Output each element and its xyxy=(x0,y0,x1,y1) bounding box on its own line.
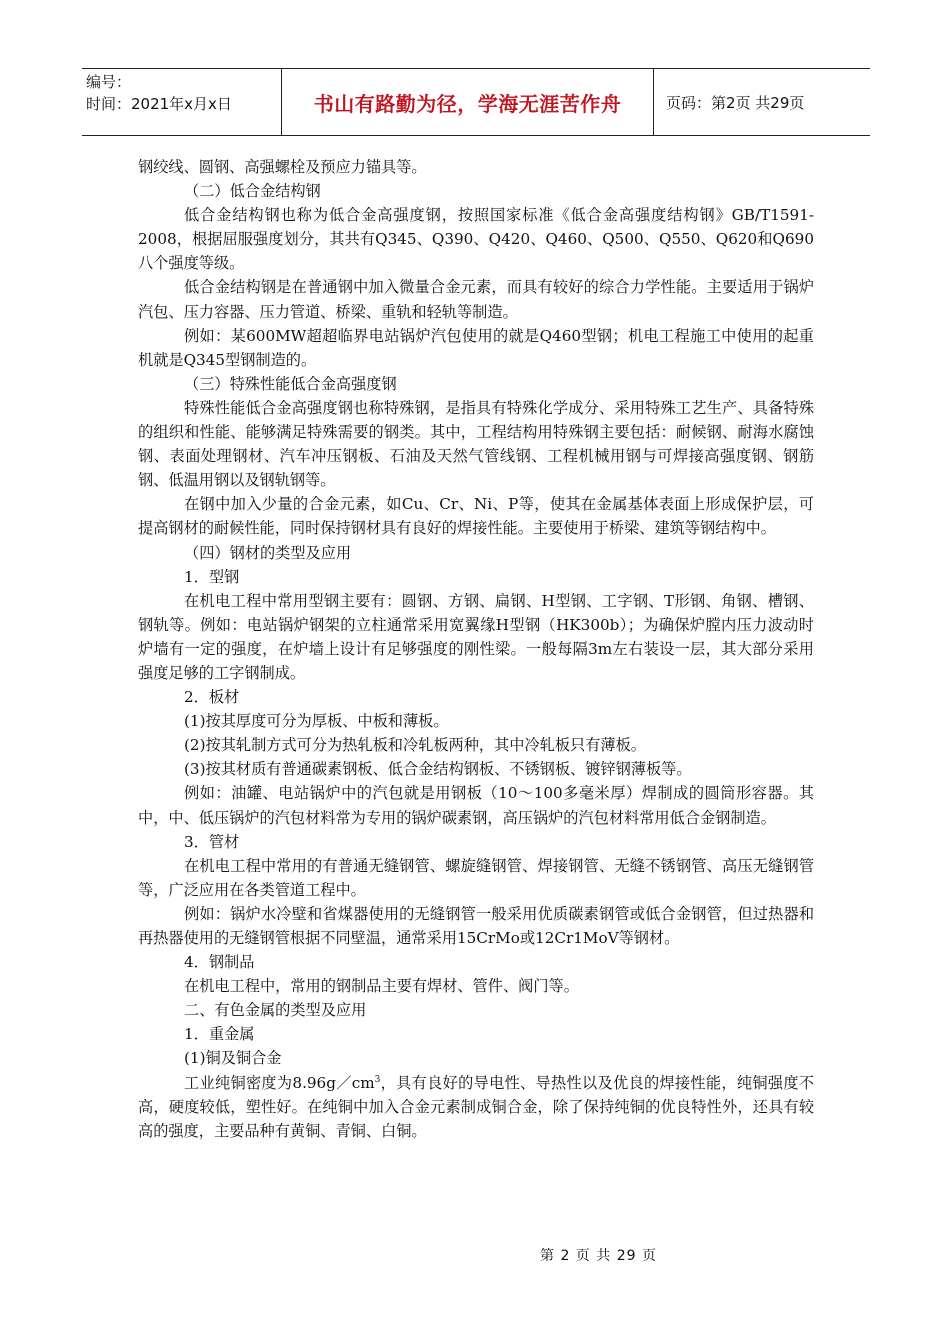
section-heading: （二）低合金结构钢 xyxy=(184,182,321,201)
header-meta xyxy=(82,69,282,135)
page-header xyxy=(82,68,870,136)
text-run: ，具有良好的导电性、导热性以及优良的焊接性能，纯铜强度不高，硬度较低，塑性好。在纯铜中加入合金元素制成铜合金，除了保持纯铜的优良特性外，还具有较高的强度，主要品种有黄铜、青铜、白铜。 xyxy=(138,1073,814,1140)
page-footer: 第 2 页 共 29 页 xyxy=(540,1248,657,1264)
paragraph: 低合金结构钢是在普通钢中加入微量合金元素，而具有较好的综合力学性能。主要适用于锅炉汽包、压力容器、压力管道、桥梁、重轨和轻轨等制造。 xyxy=(138,278,814,321)
subsection-heading: (1)铜及铜合金 xyxy=(184,1049,282,1068)
paragraph: 在机电工程中常用型钢主要有：圆钢、方钢、扁钢、H型钢、工字钢、T形钢、角钢、槽钢、钢轨等。例如：电站锅炉钢架的立柱通常采用宽翼缘H型钢（HK300b）；为确保炉膛内压力波动时炉墙有一定的强度，在炉墙上设计有足够强度的刚性梁。一般每隔3m左右装设一层，其大部分采用强度足够的工字钢制成。 xyxy=(138,591,814,682)
paragraph: 在机电工程中常用的有普通无缝钢管、螺旋缝钢管、焊接钢管、无缝不锈钢管、高压无缝钢管等，广泛应用在各类管道工程中。 xyxy=(138,856,814,899)
subsection-heading: 1．型钢 xyxy=(184,567,240,586)
list-item: (2)按其轧制方式可分为热轧板和冷轧板两种，其中冷轧板只有薄板。 xyxy=(184,736,646,755)
header-page-info: 页码：第2页 共29页 xyxy=(666,93,805,112)
superscript: 3 xyxy=(374,1074,381,1085)
section-heading: （四）钢材的类型及应用 xyxy=(184,543,352,562)
subsection-heading: 1．重金属 xyxy=(184,1025,255,1044)
header-number: 编号： xyxy=(86,73,132,91)
subsection-heading: 2．板材 xyxy=(184,688,240,707)
paragraph: 在机电工程中，常用的钢制品主要有焊材、管件、阀门等。 xyxy=(184,977,579,996)
header-motto: 书山有路勤为径，学海无涯苦作舟 xyxy=(282,69,654,135)
subsection-heading: 3．管材 xyxy=(184,832,240,851)
paragraph-copper-density xyxy=(138,1071,814,1143)
paragraph: 例如：某600MW超超临界电站锅炉汽包使用的就是Q460型钢；机电工程施工中使用的起重机就是Q345型钢制造的。 xyxy=(138,326,814,369)
paragraph: 低合金结构钢也称为低合金高强度钢，按照国家标准《低合金高强度结构钢》GB/T1591-2008，根据屈服强度划分，其共有Q345、Q390、Q420、Q460、Q500、Q550、Q620和Q690八个强度等级。 xyxy=(138,206,814,273)
list-item: (3)按其材质有普通碳素钢板、低合金结构钢板、不锈钢板、镀锌钢薄板等。 xyxy=(184,760,692,779)
header-time: 时间：2021年x月x日 xyxy=(86,95,232,113)
paragraph: 例如：锅炉水冷壁和省煤器使用的无缝钢管一般采用优质碳素钢管或低合金钢管，但过热器和再热器使用的无缝钢管根据不同壁温，通常采用15CrMo或12Cr1MoV等钢材。 xyxy=(138,904,814,947)
paragraph: 钢绞线、圆钢、高强螺栓及预应力锚具等。 xyxy=(138,158,427,176)
paragraph: 例如：油罐、电站锅炉中的汽包就是用钢板（10～100多毫米厚）焊制成的圆筒形容器。其中，中、低压锅炉的汽包材料常为专用的锅炉碳素钢，高压锅炉的汽包材料常用低合金钢制造。 xyxy=(138,784,814,827)
section-heading: 二、有色金属的类型及应用 xyxy=(184,1001,367,1020)
list-item: (1)按其厚度可分为厚板、中板和薄板。 xyxy=(184,712,449,731)
paragraph: 在钢中加入少量的合金元素，如Cu、Cr、Ni、P等，使其在金属基体表面上形成保护层，可提高钢材的耐候性能，同时保持钢材具有良好的焊接性能。主要使用于桥梁、建筑等钢结构中。 xyxy=(138,495,814,538)
text-run: 工业纯铜密度为8.96g／cm xyxy=(184,1073,375,1092)
paragraph: 特殊性能低合金高强度钢也称特殊钢，是指具有特殊化学成分、采用特殊工艺生产、具备特殊的组织和性能、能够满足特殊需要的钢类。其中，工程结构用特殊钢主要包括：耐候钢、耐海水腐蚀钢、表面处理钢材、汽车冲压钢板、石油及天然气管线钢、工程机械用钢与可焊接高强度钢、钢筋钢、低温用钢以及钢轨钢等。 xyxy=(138,398,814,490)
section-heading: （三）特殊性能低合金高强度钢 xyxy=(184,374,397,393)
document-body xyxy=(138,155,814,1143)
subsection-heading: 4．钢制品 xyxy=(184,953,255,972)
